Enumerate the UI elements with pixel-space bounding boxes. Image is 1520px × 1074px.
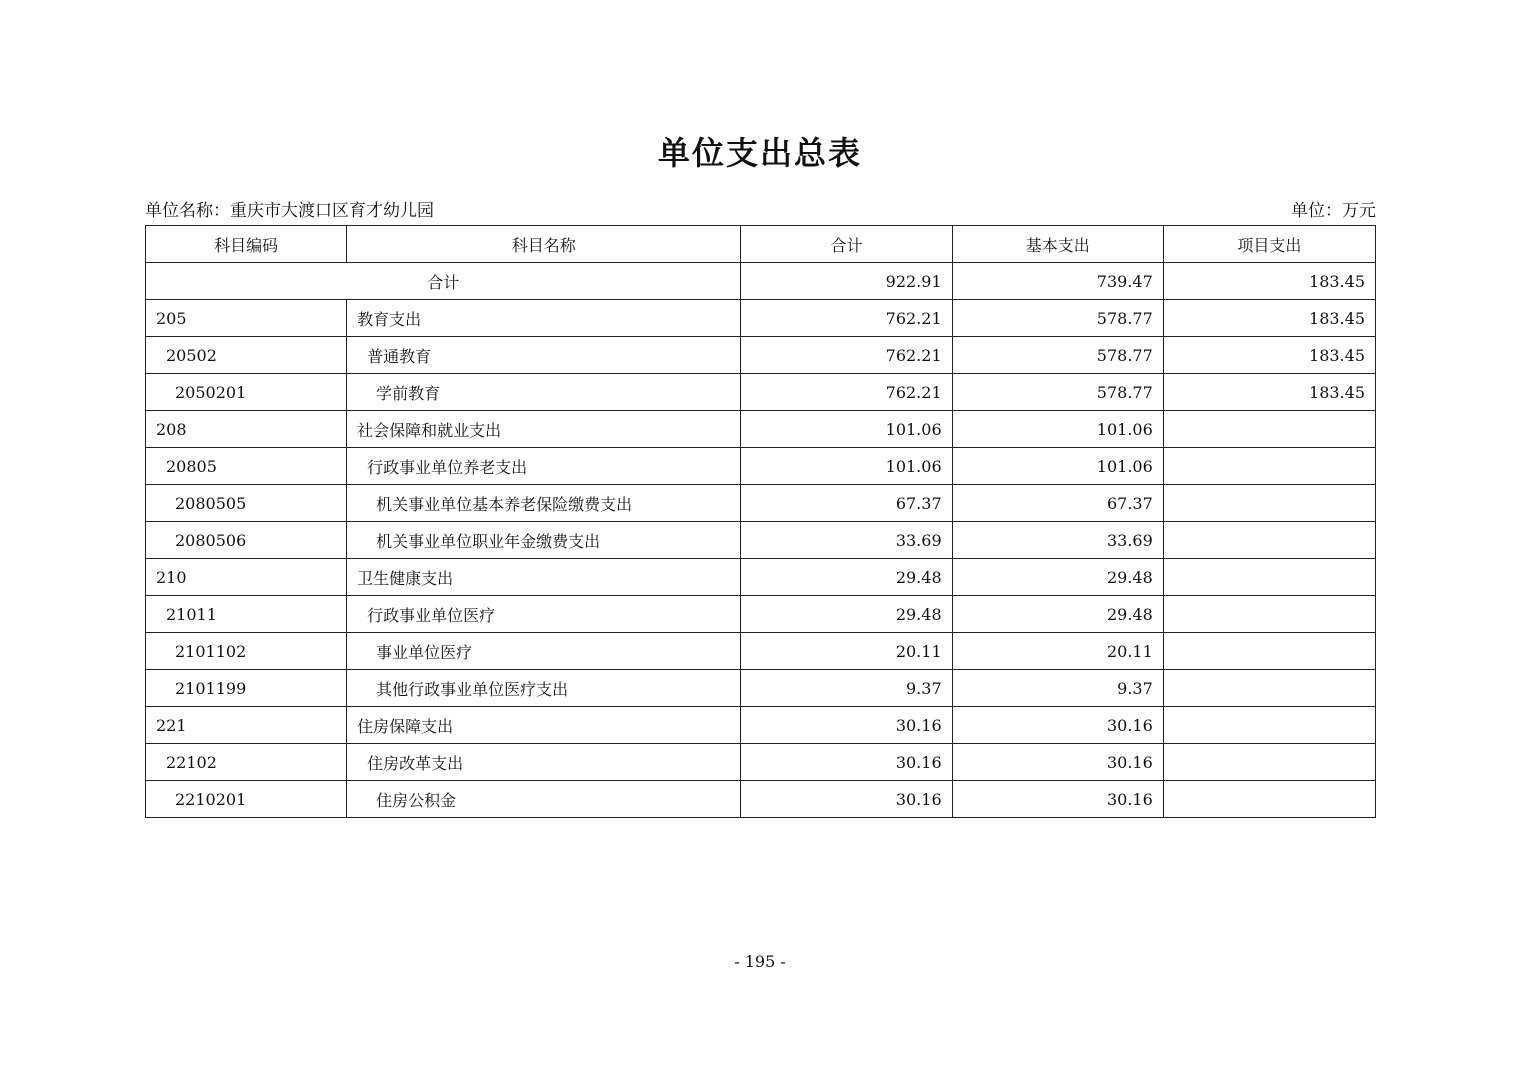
table-row <box>146 374 1376 411</box>
row-basic: 30.16 <box>952 781 1163 818</box>
row-name: 事业单位医疗 <box>347 633 741 670</box>
row-project: 183.45 <box>1163 337 1375 374</box>
page-number: - 195 - <box>734 952 786 971</box>
expense-table <box>145 225 1376 818</box>
row-total: 20.11 <box>741 633 952 670</box>
row-total: 29.48 <box>741 559 952 596</box>
row-code: 2210201 <box>146 781 347 818</box>
row-code: 205 <box>146 300 347 337</box>
row-project <box>1163 633 1375 670</box>
row-project: 183.45 <box>1163 300 1375 337</box>
header-name: 科目名称 <box>347 226 741 263</box>
row-code: 208 <box>146 411 347 448</box>
row-name: 其他行政事业单位医疗支出 <box>347 670 741 707</box>
row-basic: 29.48 <box>952 596 1163 633</box>
row-name: 住房保障支出 <box>347 707 741 744</box>
row-code: 20502 <box>146 337 347 374</box>
row-project <box>1163 522 1375 559</box>
header-basic: 基本支出 <box>952 226 1163 263</box>
row-project: 183.45 <box>1163 374 1375 411</box>
row-code: 2080505 <box>146 485 347 522</box>
row-total: 30.16 <box>741 744 952 781</box>
row-code: 2080506 <box>146 522 347 559</box>
row-name: 社会保障和就业支出 <box>347 411 741 448</box>
table-row <box>146 337 1376 374</box>
row-name: 卫生健康支出 <box>347 559 741 596</box>
row-name: 住房公积金 <box>347 781 741 818</box>
row-name: 行政事业单位养老支出 <box>347 448 741 485</box>
row-name: 行政事业单位医疗 <box>347 596 741 633</box>
row-basic: 578.77 <box>952 337 1163 374</box>
row-total: 67.37 <box>741 485 952 522</box>
header-row <box>146 226 1376 263</box>
row-project <box>1163 596 1375 633</box>
row-basic: 101.06 <box>952 448 1163 485</box>
row-code: 210 <box>146 559 347 596</box>
row-basic: 67.37 <box>952 485 1163 522</box>
row-total: 29.48 <box>741 596 952 633</box>
total-row <box>146 263 1376 300</box>
row-code: 221 <box>146 707 347 744</box>
row-name: 住房改革支出 <box>347 744 741 781</box>
table-body <box>146 263 1376 818</box>
row-code: 21011 <box>146 596 347 633</box>
table-row <box>146 448 1376 485</box>
row-total: 101.06 <box>741 411 952 448</box>
row-project <box>1163 485 1375 522</box>
row-project <box>1163 559 1375 596</box>
row-total: 101.06 <box>741 448 952 485</box>
row-total: 762.21 <box>741 300 952 337</box>
row-basic: 29.48 <box>952 559 1163 596</box>
row-code: 20805 <box>146 448 347 485</box>
table-row <box>146 670 1376 707</box>
row-name: 教育支出 <box>347 300 741 337</box>
total-row-basic: 739.47 <box>952 263 1163 300</box>
total-row-total: 922.91 <box>741 263 952 300</box>
table-row <box>146 744 1376 781</box>
row-name: 普通教育 <box>347 337 741 374</box>
row-project <box>1163 670 1375 707</box>
row-total: 9.37 <box>741 670 952 707</box>
row-project <box>1163 781 1375 818</box>
row-basic: 578.77 <box>952 374 1163 411</box>
row-code: 22102 <box>146 744 347 781</box>
row-code: 2101102 <box>146 633 347 670</box>
row-project <box>1163 411 1375 448</box>
table-row <box>146 707 1376 744</box>
row-total: 762.21 <box>741 337 952 374</box>
total-row-label: 合计 <box>146 263 741 300</box>
row-total: 33.69 <box>741 522 952 559</box>
row-code: 2101199 <box>146 670 347 707</box>
table-row <box>146 633 1376 670</box>
row-total: 762.21 <box>741 374 952 411</box>
table-row <box>146 559 1376 596</box>
row-basic: 33.69 <box>952 522 1163 559</box>
row-total: 30.16 <box>741 707 952 744</box>
row-name: 学前教育 <box>347 374 741 411</box>
table-meta <box>145 196 1376 222</box>
page-title: 单位支出总表 <box>657 134 862 172</box>
row-total: 30.16 <box>741 781 952 818</box>
table-row <box>146 300 1376 337</box>
row-basic: 101.06 <box>952 411 1163 448</box>
row-basic: 30.16 <box>952 744 1163 781</box>
row-basic: 578.77 <box>952 300 1163 337</box>
table-row <box>146 596 1376 633</box>
row-name: 机关事业单位基本养老保险缴费支出 <box>347 485 741 522</box>
row-name: 机关事业单位职业年金缴费支出 <box>347 522 741 559</box>
table-row <box>146 522 1376 559</box>
row-project <box>1163 707 1375 744</box>
row-project <box>1163 744 1375 781</box>
header-total: 合计 <box>741 226 952 263</box>
row-code: 2050201 <box>146 374 347 411</box>
header-project: 项目支出 <box>1163 226 1375 263</box>
header-code: 科目编码 <box>146 226 347 263</box>
row-basic: 20.11 <box>952 633 1163 670</box>
row-basic: 9.37 <box>952 670 1163 707</box>
row-project <box>1163 448 1375 485</box>
unit-name-label: 单位名称：重庆市大渡口区育才幼儿园 <box>145 201 434 221</box>
unit-measure-label: 单位：万元 <box>1291 201 1376 221</box>
total-row-project: 183.45 <box>1163 263 1375 300</box>
table-row <box>146 781 1376 818</box>
row-basic: 30.16 <box>952 707 1163 744</box>
table-row <box>146 411 1376 448</box>
table-row <box>146 485 1376 522</box>
